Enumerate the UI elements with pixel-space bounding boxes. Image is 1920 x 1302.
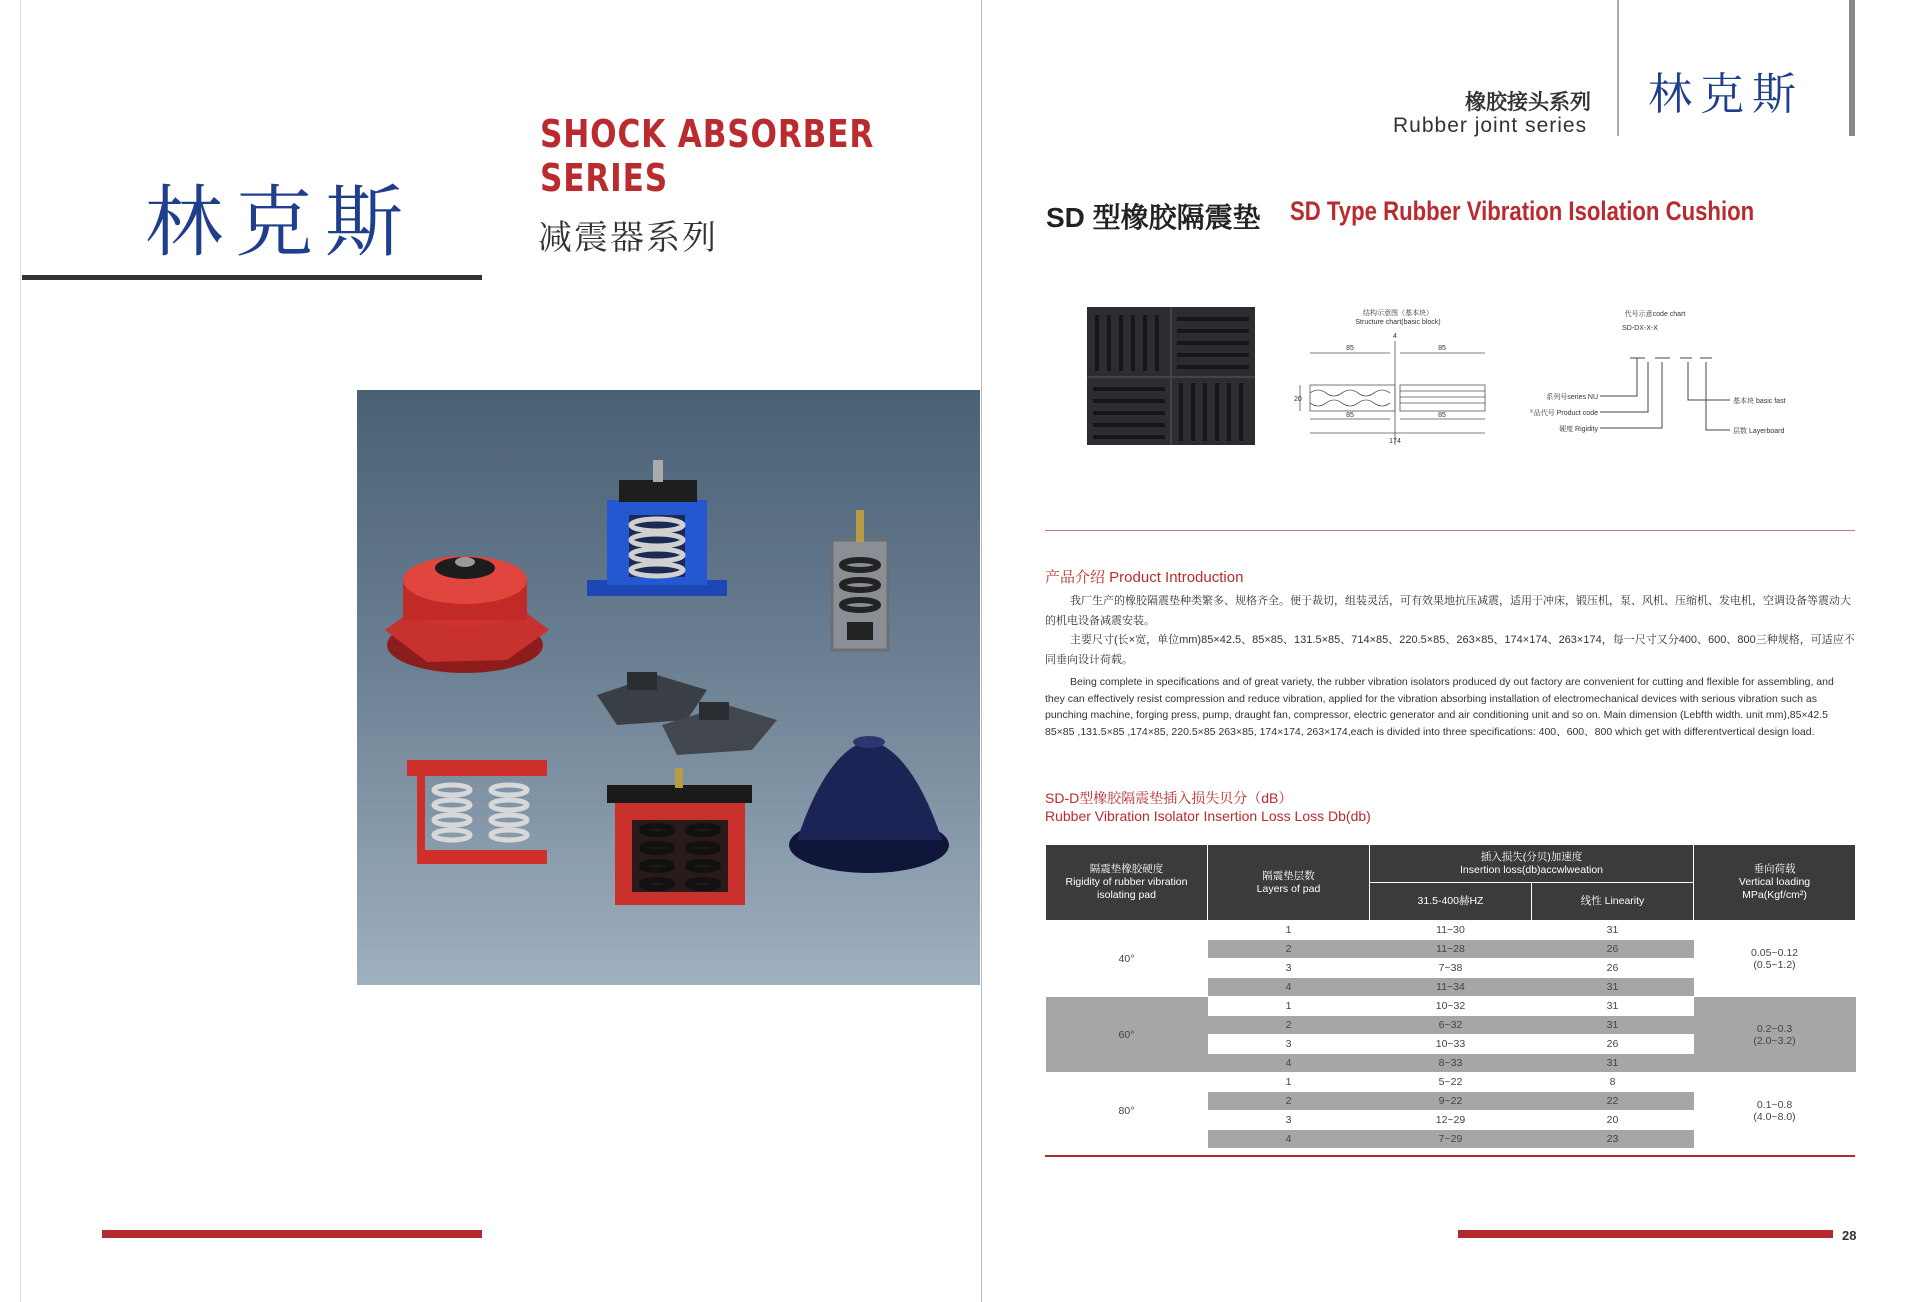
- range-cell: 11~30: [1370, 921, 1532, 940]
- layers-cell: 2: [1208, 940, 1370, 959]
- layers-cell: 4: [1208, 1130, 1370, 1149]
- layers-cell: 3: [1208, 959, 1370, 978]
- series-title: [540, 112, 874, 200]
- header-layers: 隔震垫层数 Layers of pad: [1208, 845, 1370, 921]
- structure-chart-title-cn: 结构示意图（基本块）: [1363, 310, 1433, 317]
- linearity-cell: 26: [1532, 959, 1694, 978]
- header-tab-bar: [1849, 0, 1855, 136]
- vertical-loading-cell: 0.1~0.8 (4.0~8.0): [1694, 1073, 1856, 1149]
- linearity-cell: 31: [1532, 997, 1694, 1016]
- linearity-cell: 31: [1532, 921, 1694, 940]
- layers-cell: 3: [1208, 1035, 1370, 1054]
- range-cell: 12~29: [1370, 1111, 1532, 1130]
- series-name-en: Rubber joint series: [1393, 114, 1588, 137]
- structure-chart: [1290, 305, 1505, 455]
- layers-cell: 3: [1208, 1111, 1370, 1130]
- brand-logo-header: 林克斯: [1648, 69, 1804, 120]
- range-cell: 7~29: [1370, 1130, 1532, 1149]
- linearity-cell: 26: [1532, 1035, 1694, 1054]
- range-cell: 11~34: [1370, 978, 1532, 997]
- range-cell: 10~33: [1370, 1035, 1532, 1054]
- header-divider: [1617, 0, 1619, 136]
- header-rigidity: 隔震垫橡胶硬度 Rigidity of rubber vibration isolating pad: [1046, 845, 1208, 921]
- linearity-cell: 8: [1532, 1073, 1694, 1092]
- table-heading-cn: SD-D型橡胶隔震垫插入损失贝分（dB）: [1045, 790, 1293, 806]
- vertical-loading-cell: 0.05~0.12 (0.5~1.2): [1694, 921, 1856, 997]
- structure-chart-title-en: Structure chart(basic block): [1355, 319, 1441, 326]
- table-row: [1046, 1073, 1856, 1092]
- dim-total: 174: [1389, 438, 1401, 445]
- vertical-loading-cell: 0.2~0.3 (2.0~3.2): [1694, 997, 1856, 1073]
- code-label-series: 系列号series NU: [1546, 394, 1598, 401]
- range-cell: 7~38: [1370, 959, 1532, 978]
- product-photo: [357, 390, 980, 985]
- table-row: [1046, 921, 1856, 940]
- range-cell: 11~28: [1370, 940, 1532, 959]
- series-title-line2: SERIES: [540, 156, 668, 200]
- intro-paragraph-3: Being complete in specifications and of great variety, the rubber vibration isolators produced dy out factory are convenient for cutting and flexible for assembling, and they can effectively resist compression and reduce vibration, applied for the vibration absorbing installation of electromechanical devices with serious vibration such as punching machine, forging press, pump, draught fan, compressor, electric generator and air conditioning unit and so on. Main dimension (Lebfth width. unit mm),85×42.5 85×85 ,131.5×85 ,174×85, 220.5×85 263×85, 174×174, 263×174,each is divided into three specifications: 400、600、800 which get with differentvertical design load.: [1045, 676, 1834, 738]
- range-cell: 8~33: [1370, 1054, 1532, 1073]
- dim-gap: 4: [1393, 333, 1397, 340]
- code-label-product: 产品代号 Product code: [1530, 410, 1598, 417]
- footer-rule: [102, 1230, 482, 1238]
- series-name-cn: 橡胶接头系列: [1465, 91, 1591, 114]
- intro-heading: 产品介绍 Product Introduction: [1045, 569, 1244, 586]
- header-vertical-loading: 垂向荷载 Vertical loading MPa(Kgf/cm²): [1694, 845, 1856, 921]
- series-title-line1: SHOCK ABSORBER: [540, 112, 875, 156]
- layers-cell: 1: [1208, 921, 1370, 940]
- layers-cell: 2: [1208, 1016, 1370, 1035]
- table-bottom-rule: [1045, 1155, 1855, 1157]
- header-linearity: 线性 Linearity: [1532, 883, 1694, 921]
- header-range: 31.5-400赫HZ: [1370, 883, 1532, 921]
- intro-paragraph-2: 主要尺寸(长×宽，单位mm)85×42.5、85×85、131.5×85、714×85、220.5×85、263×85、174×174、263×174，每一尺寸又分400、600、800三种规格，可适应不同垂向设计荷载。: [1045, 634, 1855, 666]
- rigidity-cell: 40°: [1046, 921, 1208, 997]
- footer-rule-right: [1458, 1230, 1833, 1238]
- rigidity-cell: 60°: [1046, 997, 1208, 1073]
- range-cell: 10~32: [1370, 997, 1532, 1016]
- code-label-basic: 基本块 basic fast: [1733, 398, 1786, 405]
- dim-top-left: 85: [1346, 345, 1354, 352]
- layers-cell: 2: [1208, 1092, 1370, 1111]
- brand-logo: 林克斯: [145, 178, 416, 268]
- intro-paragraph-1: 我厂生产的橡胶隔震垫种类繁多、规格齐全。便于裁切，组装灵活，可有效果地抗压减震，适用于冲床，锻压机，泵、风机、压缩机、发电机，空调设备等震动大的机电设备减震安装。: [1045, 595, 1851, 627]
- page-number: 28: [1842, 1228, 1857, 1243]
- linearity-cell: 20: [1532, 1111, 1694, 1130]
- range-cell: 9~22: [1370, 1092, 1532, 1111]
- range-cell: 6~32: [1370, 1016, 1532, 1035]
- header-insertion-loss: 插入损失(分贝)加速度 Insertion loss(db)accwlweation: [1370, 845, 1694, 883]
- divider-rule: [22, 275, 482, 280]
- code-label-rigidity: 硬度 Rigidity: [1559, 426, 1598, 433]
- rigidity-cell: 80°: [1046, 1073, 1208, 1149]
- product-title-en: SD Type Rubber Vibration Isolation Cushion: [1290, 196, 1755, 226]
- layers-cell: 4: [1208, 1054, 1370, 1073]
- code-chart: [1530, 308, 1790, 438]
- intro-body: [1045, 592, 1855, 740]
- layers-cell: 1: [1208, 997, 1370, 1016]
- product-photo-illustration: [357, 390, 980, 985]
- series-title-cn: 减震器系列: [538, 218, 718, 258]
- cushion-photo: [1085, 305, 1265, 450]
- section-divider: [1045, 530, 1855, 531]
- dim-height: 20: [1294, 396, 1302, 403]
- linearity-cell: 31: [1532, 1016, 1694, 1035]
- linearity-cell: 31: [1532, 978, 1694, 997]
- code-chart-code: SD-DX-X-X: [1622, 325, 1658, 332]
- product-title-cn: SD 型橡胶隔震垫: [1046, 202, 1261, 233]
- linearity-cell: 23: [1532, 1130, 1694, 1149]
- layers-cell: 4: [1208, 978, 1370, 997]
- code-chart-title: 代号示意code chart: [1624, 311, 1686, 318]
- dim-bottom-left: 85: [1346, 412, 1354, 419]
- layers-cell: 1: [1208, 1073, 1370, 1092]
- linearity-cell: 22: [1532, 1092, 1694, 1111]
- linearity-cell: 31: [1532, 1054, 1694, 1073]
- range-cell: 5~22: [1370, 1073, 1532, 1092]
- table-heading-en: Rubber Vibration Isolator Insertion Loss Loss Db(db): [1045, 808, 1371, 824]
- linearity-cell: 26: [1532, 940, 1694, 959]
- dim-top-right: 85: [1438, 345, 1446, 352]
- code-label-layer: 层数 Layerboard: [1733, 428, 1785, 435]
- table-row: [1046, 997, 1856, 1016]
- insertion-loss-table: [1045, 844, 1856, 1148]
- dim-bottom-right: 85: [1438, 412, 1446, 419]
